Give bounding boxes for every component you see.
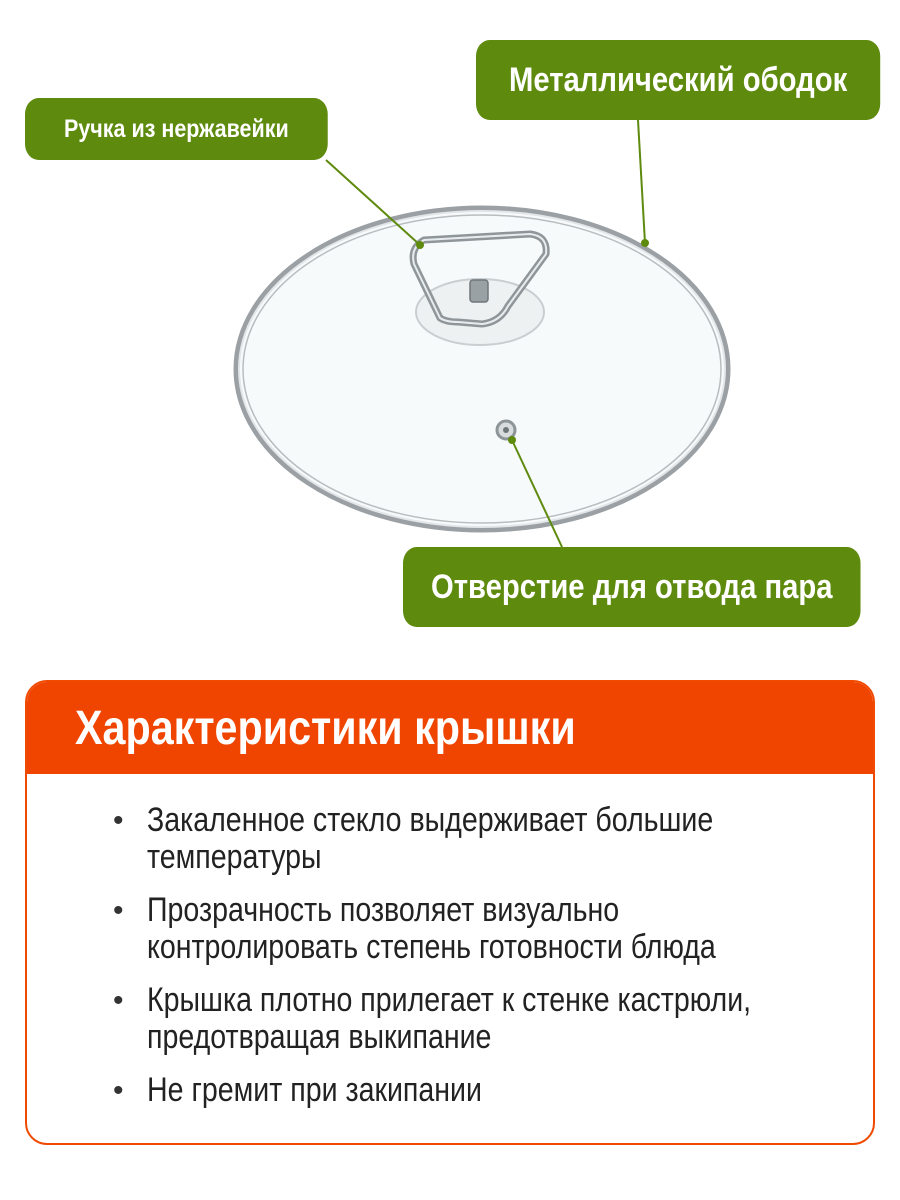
leader-dot-handle: [416, 241, 424, 249]
steam-vent-hole: [503, 427, 509, 433]
feature-text: Не гремит при закипании: [147, 1071, 482, 1109]
characteristics-header: [27, 682, 873, 774]
bullet-icon: •: [113, 804, 124, 837]
leader-line-rim: [638, 120, 645, 243]
callout-vent-label: Отверстие для отвода пара: [403, 547, 861, 627]
bullet-icon: •: [113, 894, 124, 927]
feature-item: [27, 982, 827, 1056]
leader-dot-rim: [641, 239, 649, 247]
feature-text: Прозрачность позволяет визуально контролировать степень готовности блюда: [147, 891, 716, 966]
feature-item: [27, 892, 827, 966]
lid-glass: [239, 211, 725, 527]
knob-screw: [470, 280, 488, 302]
bullet-icon: •: [113, 1074, 124, 1107]
feature-text: Крышка плотно прилегает к стенке кастрюли, предотвращая выкипание: [147, 981, 752, 1056]
callout-handle-label: Ручка из нержавейки: [25, 98, 328, 160]
callout-rim-label: Металлический ободок: [476, 40, 880, 120]
characteristics-card: [25, 680, 875, 1145]
bullet-icon: •: [113, 984, 124, 1017]
feature-text: Закаленное стекло выдерживает большие температуры: [147, 801, 714, 876]
feature-item: [27, 1072, 827, 1109]
leader-dot-vent: [508, 436, 516, 444]
feature-list: [27, 774, 873, 1109]
feature-item: [27, 802, 827, 876]
characteristics-title: Характеристики крышки: [75, 701, 576, 755]
